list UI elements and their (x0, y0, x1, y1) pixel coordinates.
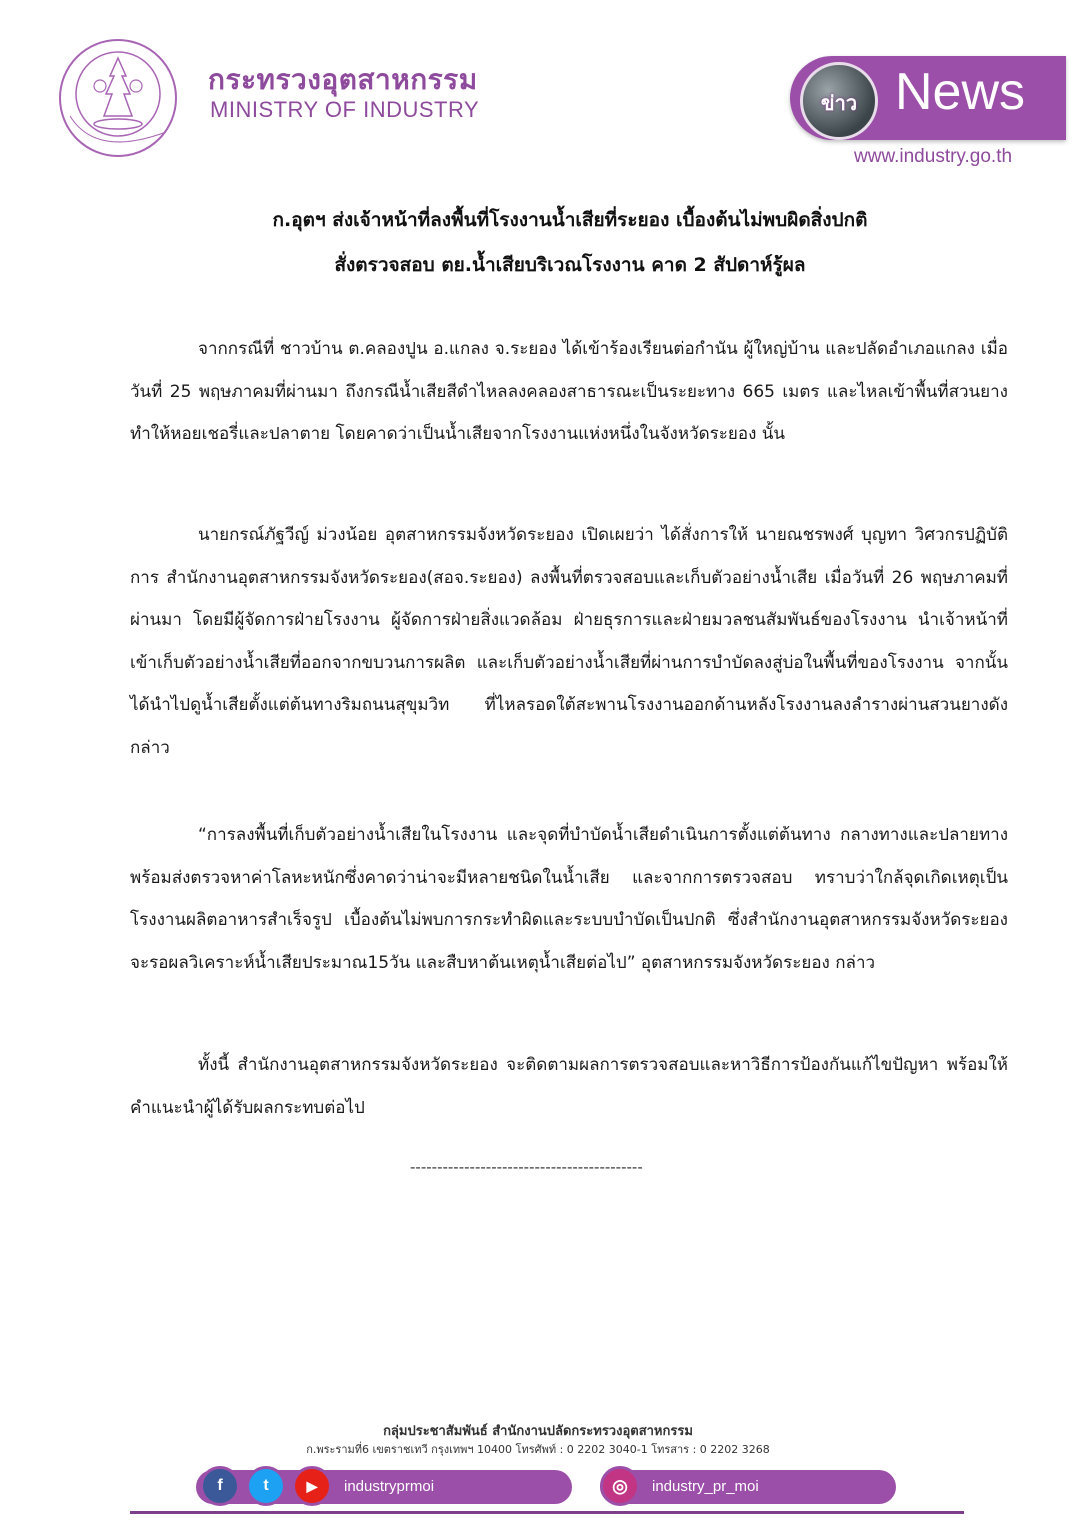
website-url: www.industry.go.th (854, 146, 1013, 167)
instagram-icon[interactable] (600, 1466, 640, 1506)
paragraph-3 (130, 814, 1008, 984)
paragraph-2 (130, 514, 1008, 769)
paragraph-2-text: นายกรณ์ภัฐวีญ์ ม่วงน้อย อุตสาหกรรมจังหวัดระยอง เปิดเผยว่า ได้สั่งการให้ นายณชรพงศ์ บุญทา วิศวกรปฏิบัติการ สำนักงานอุตสาหกรรมจังหวัดระยอง(สอจ.ระยอง) ลงพื้นที่ตรวจสอบและเก็บตัวอย่างน้ำเสีย เมื่อวันที่ 26 พฤษภาคมที่ผ่านมา โดยมีผู้จัดการฝ่ายโรงงาน ผู้จัดการฝ่ายสิ่งแวดล้อม ฝ่ายธุรการและฝ่ายมวลชนสัมพันธ์ของโรงงาน นำเจ้าหน้าที่เข้าเก็บตัวอย่างน้ำเสียที่ออกจากขบวนการผลิต และเก็บตัวอย่างน้ำเสียที่ผ่านการบำบัดลงสู่บ่อในพื้นที่ของโรงงาน จากนั้นได้นำไปดูน้ำเสียตั้งแต่ต้นทางริมถนนสุขุมวิท ที่ไหลรอดใต้สะพานโรงงานออกด้านหลังโรงงานลงลำรางผ่านสวนยางดังกล่าว (130, 525, 1008, 758)
instagram-glyph: ◎ (612, 1475, 628, 1496)
news-badge-label: ข่าว (820, 91, 858, 115)
footer-department: กลุ่มประชาสัมพันธ์ สำนักงานปลัดกระทรวงอุตสาหกรรม (383, 1424, 693, 1439)
ministry-name-thai: กระทรวงอุตสาหกรรม (208, 63, 478, 96)
footer-address: ก.พระรามที่6 เขตราชเทวี กรุงเทพฯ 10400 โทรศัพท์ : 0 2202 3040-1 โทรสาร : 0 2202 3268 (306, 1443, 770, 1456)
ministry-seal-icon (56, 36, 180, 160)
paragraph-3-text: “การลงพื้นที่เก็บตัวอย่างน้ำเสียในโรงงาน และจุดที่บำบัดน้ำเสียดำเนินการตั้งแต่ต้นทาง กลางทางและปลายทาง พร้อมส่งตรวจหาค่าโลหะหนักซึ่งคาดว่าน่าจะมีหลายชนิดในน้ำเสีย และจากการตรวจสอบ ทราบว่าใกล้จุดเกิดเหตุเป็นโรงงานผลิตอาหารสำเร็จรูป เบื้องต้นไม่พบการกระทำผิดและระบบบำบัดเป็นปกติ ซึ่งสำนักงานอุตสาหกรรมจังหวัดระยอง จะรอผลวิเคราะห์น้ำเสียประมาณ15วัน และสืบหาต้นเหตุน้ำเสียต่อไป” อุตสาหกรรมจังหวัดระยอง กล่าว (130, 825, 1008, 973)
news-globe-icon (800, 62, 878, 140)
paragraph-1-text: จากกรณีที่ ชาวบ้าน ต.คลองปูน อ.แกลง จ.ระยอง ได้เข้าร้องเรียนต่อกำนัน ผู้ใหญ่บ้าน และปลัดอำเภอแกลง เมื่อวันที่ 25 พฤษภาคมที่ผ่านมา ถึงกรณีน้ำเสียสีดำไหลลงคลองสาธารณะเป็นระยะทาง 665 เมตร และไหลเข้าพื้นที่สวนยาง ทำให้หอยเชอรี่และปลาตาย โดยคาดว่าเป็นน้ำเสียจากโรงงานแห่งหนึ่งในจังหวัดระยอง นั้น (130, 339, 1008, 444)
social-handle-primary[interactable]: industryprmoi (344, 1478, 435, 1495)
end-divider: ------------------------------------------- (410, 1158, 643, 1176)
twitter-icon[interactable] (246, 1466, 286, 1506)
youtube-glyph: ▶ (306, 1477, 318, 1494)
paragraph-4-text: ทั้งนี้ สำนักงานอุตสาหกรรมจังหวัดระยอง จะติดตามผลการตรวจสอบและหาวิธีการป้องกันแก้ไขปัญหา พร้อมให้คำแนะนำผู้ได้รับผลกระทบต่อไป (130, 1055, 1008, 1118)
social-handle-instagram[interactable]: industry_pr_moi (652, 1478, 759, 1495)
paragraph-4 (130, 1044, 1008, 1129)
facebook-icon[interactable] (200, 1466, 240, 1506)
news-label: News (895, 63, 1026, 121)
headline-line-2: สั่งตรวจสอบ ตย.น้ำเสียบริเวณโรงงาน คาด 2 สัปดาห์รู้ผล (334, 254, 806, 276)
headline-line-1: ก.อุตฯ ส่งเจ้าหน้าที่ลงพื้นที่โรงงานน้ำเสียที่ระยอง เบื้องต้นไม่พบผิดสิ่งปกติ (272, 209, 868, 231)
twitter-glyph: t (263, 1477, 269, 1494)
bottom-rule (130, 1511, 964, 1514)
ministry-name-english: MINISTRY OF INDUSTRY (210, 97, 480, 122)
facebook-glyph: f (217, 1477, 223, 1494)
paragraph-1 (130, 328, 1008, 456)
youtube-icon[interactable] (292, 1466, 332, 1506)
